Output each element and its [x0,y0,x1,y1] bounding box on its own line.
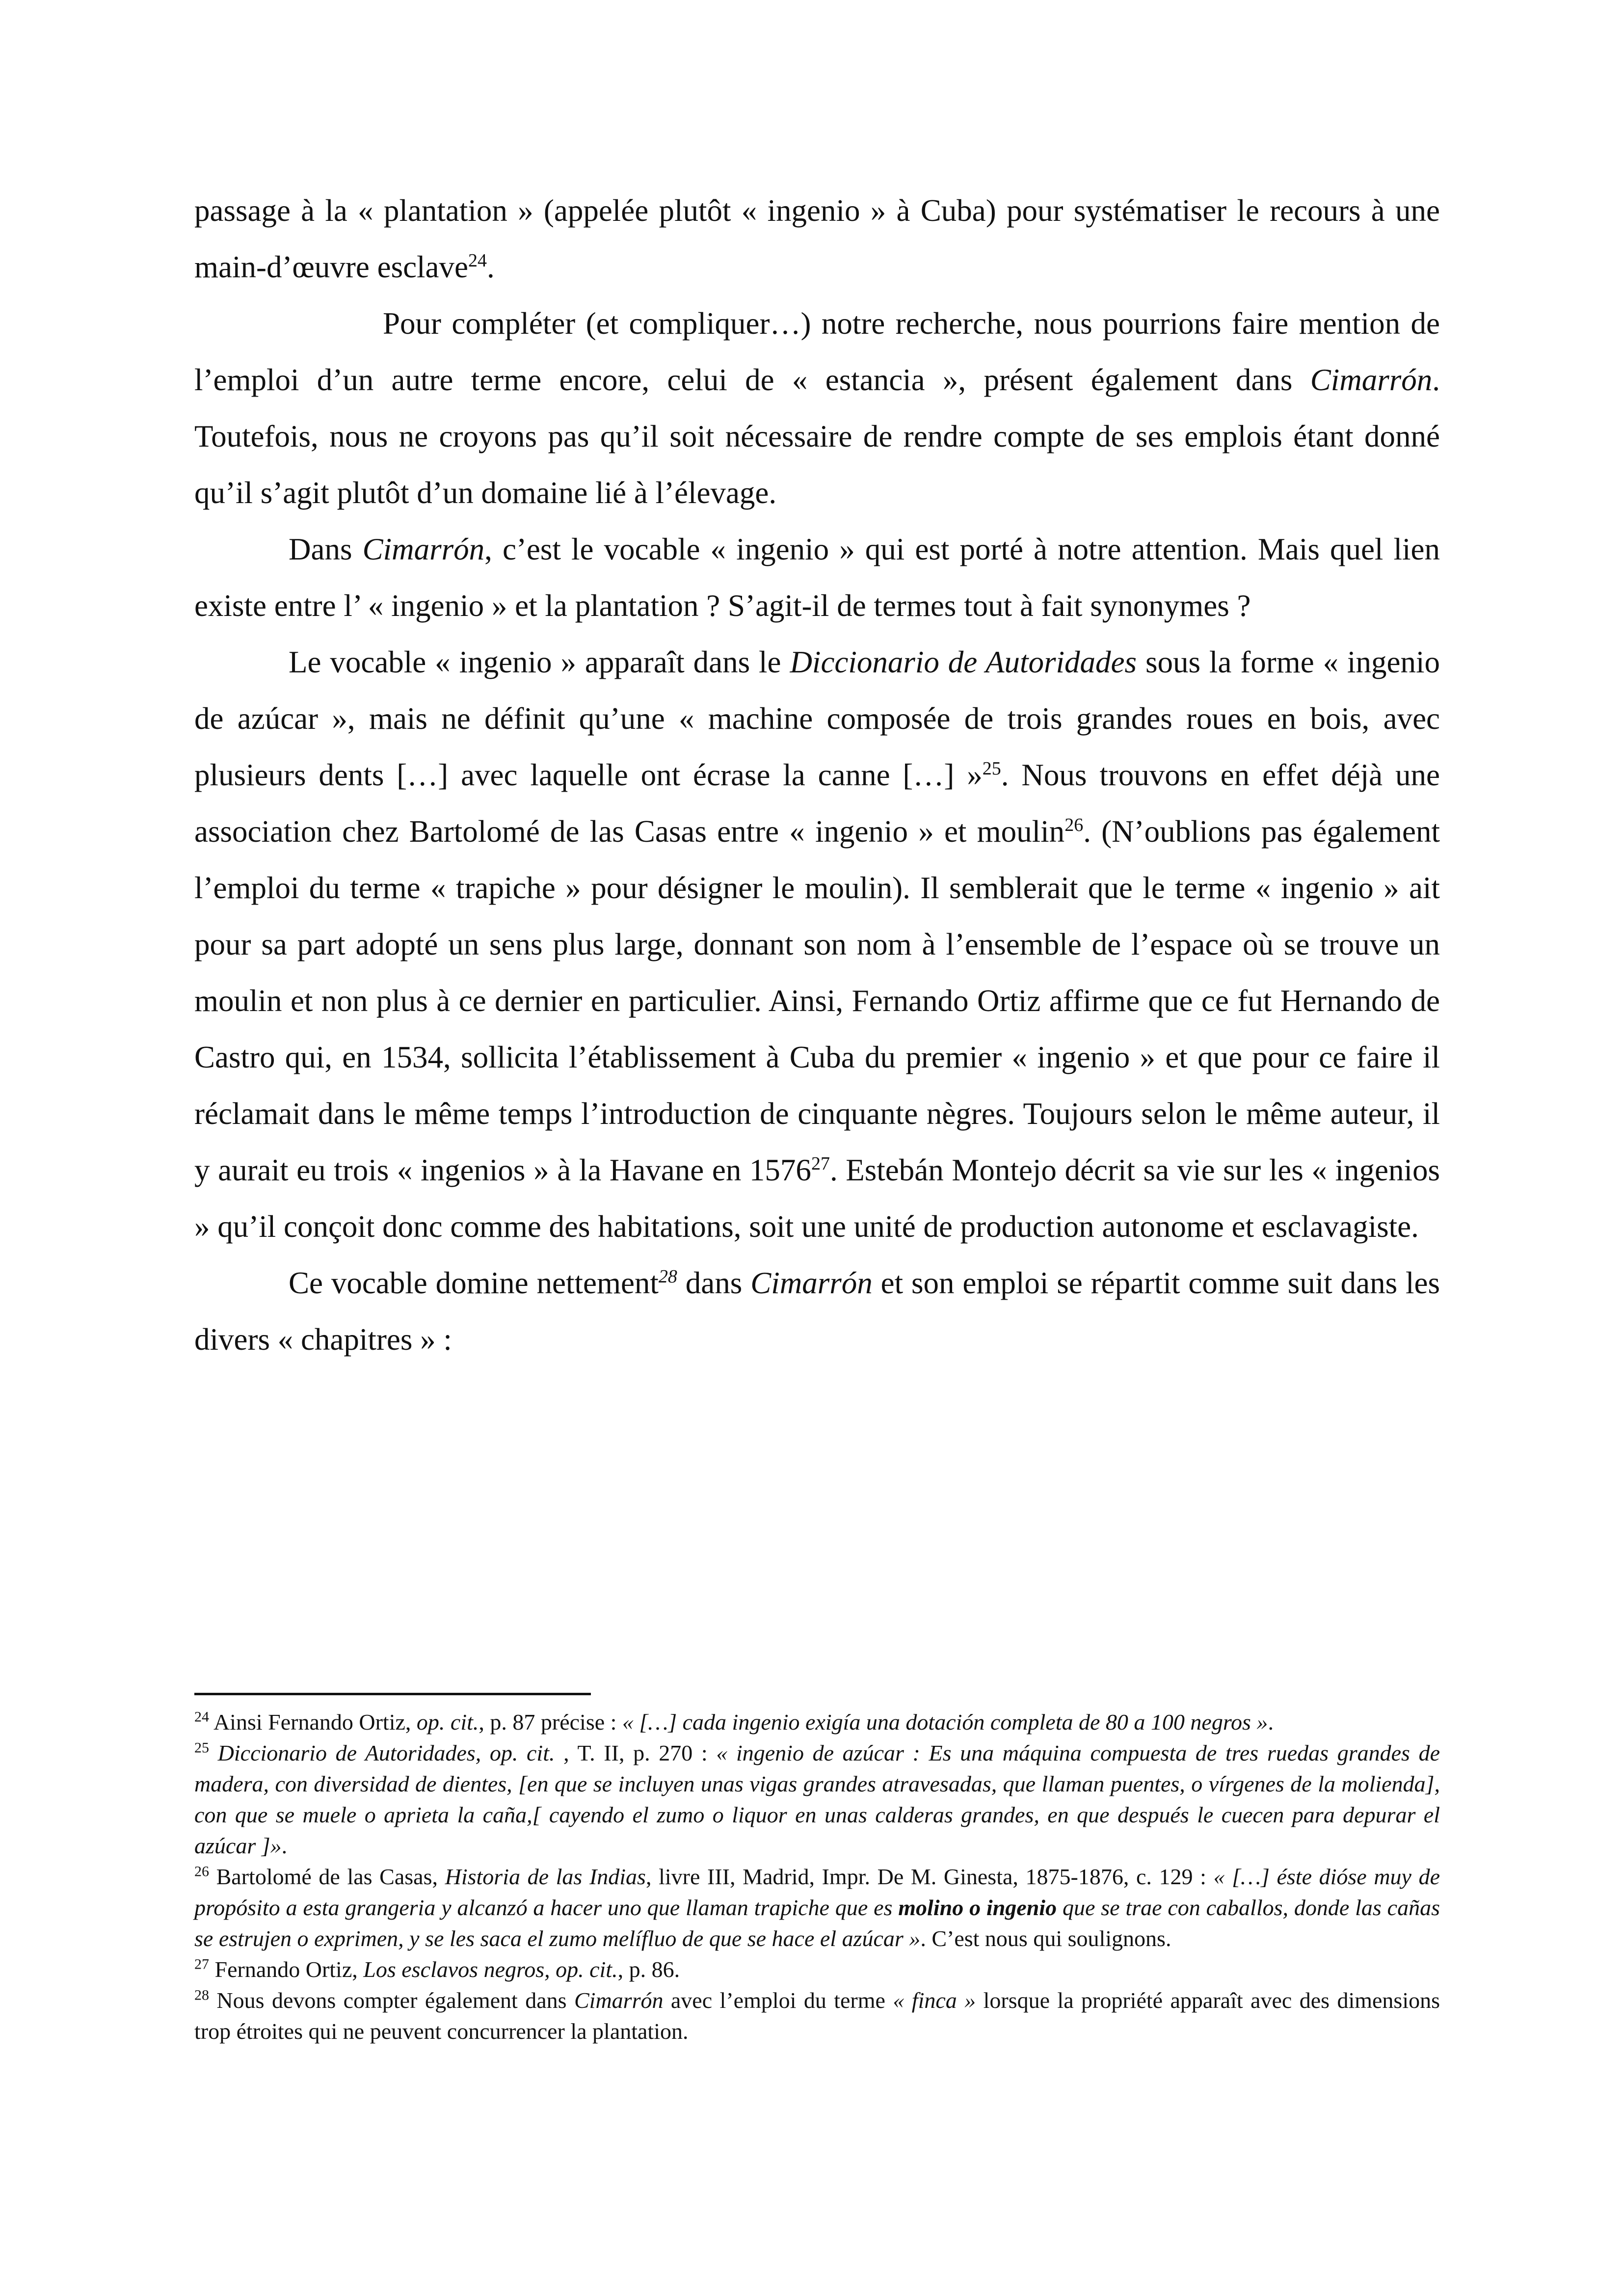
paragraph-1 [194,183,1440,295]
footnote-ref-28[interactable] [659,1266,677,1287]
text-run: dans [677,1266,751,1300]
book-title: Cimarrón [750,1266,873,1300]
text-run-italic: Cimarrón [574,1988,664,2013]
text-run: Fernando Ortiz, [209,1957,364,1982]
text-run: , c’est le vocable « ingenio » qui est porté à notre attention. Mais quel lien existe entre l’ « ingenio » et la plantation ? S’agit-il de termes tout à fait synonymes ? [194,532,1440,623]
text-run: . Toutefois, nous ne croyons pas qu’il soit nécessaire de rendre compte de ses emplois étant donné qu’il s’agit plutôt d’un domaine lié à l’élevage. [194,363,1440,510]
text-run: . [281,1833,288,1858]
book-title: Cimarrón [362,532,485,566]
emphasis-bold: molino o ingenio [898,1895,1057,1920]
footnote-28 [194,1985,1440,2047]
book-title: Cimarrón [1310,363,1433,397]
text-run: Pour compléter (et compliquer…) notre recherche, nous pourrions faire mention de l’emploi d’un autre terme encore, celui de « estancia », présent également dans [194,306,1440,397]
text-run: avec l’emploi du terme [663,1988,893,2013]
footnote-number: 26 [194,1863,209,1880]
footnote-25 [194,1737,1440,1861]
footnote-ref-28-number: 28 [658,1266,677,1287]
footnote-24 [194,1707,1440,1737]
footnote-number: 27 [194,1956,209,1973]
text-run-italic: op. cit. [416,1709,479,1735]
text-run: . (N’oublions pas également l’emploi du terme « trapiche » pour désigner le moulin). Il semblerait que le terme « ingenio » ait pour sa part adopté un sens plus large, donnant son nom à l’ensemble de l’espace où se trouve un moulin et non plus à ce dernier en particulier. Ainsi, Fernando Ortiz affirme que ce fut Hernando de Castro qui, en 1534, sollicita l’établissement à Cuba du premier « ingenio » et que pour ce faire il réclamait dans le même temps l’introduction de cinquante nègres. Toujours selon le même auteur, il y aurait eu trois « ingenios » à la Havane en 1576 [194,814,1440,1187]
footnote-number: 24 [194,1709,209,1725]
paragraph-3 [194,521,1440,634]
book-title: Diccionario de Autoridades [790,645,1137,679]
text-run: , p. 86. [617,1957,680,1982]
text-run: , T. II, p. 270 : [555,1740,717,1765]
text-run-italic: Historia de las Indias [445,1864,646,1889]
quotation: que se trae con caballos, donde las cañas se estrujen o exprimen, y se les saca el zumo melífluo de que se hace el azúcar » [194,1895,1440,1951]
text-run-italic: Los esclavos negros, op. cit. [363,1957,618,1982]
text-run: . Estebán Montejo décrit sa vie sur les « ingenios » qu’il conçoit donc comme des habitations, soit une unité de production autonome et esclavagiste. [194,1153,1440,1244]
text-run: Le vocable « ingenio » apparaît dans le [289,645,790,679]
quotation: « ingenio de azúcar : Es una máquina compuesta de tres ruedas grandes de madera, con diversidad de dientes, [en que se incluyen unas vigas grandes atravesadas, que llaman puentes, o vírgenes de la molienda], con que se muele o aprieta la caña,[ cayendo el zumo o liquor en unas calderas grandes, en que después le cuecen para depurar el azúcar ]» [194,1740,1440,1858]
text-run: sous la forme « ingenio de azúcar », mais ne définit qu’une « machine composée de trois grandes roues en bois, avec plusieurs dents […] avec laquelle ont écrase la canne […] » [194,645,1440,792]
text-run: . [487,250,495,284]
footnote-ref-25[interactable]: 25 [982,758,1001,779]
text-run: . C’est nous qui soulignons. [920,1926,1171,1951]
text-run: , livre III, Madrid, Impr. De M. Ginesta, 1875-1876, c. 129 : [645,1864,1214,1889]
text-run: Nous devons compter également dans [209,1988,574,2013]
main-text [194,183,1440,1368]
text-run: Ainsi Fernando Ortiz, [209,1709,417,1735]
text-run: lorsque la propriété apparaît avec des dimensions trop étroites qui ne peuvent concurrencer la plantation. [194,1988,1440,2044]
text-run: Dans [289,532,363,566]
text-run: . [1268,1709,1274,1735]
footnote-ref-24[interactable]: 24 [468,250,487,271]
text-run: et son emploi se répartit comme suit dans les divers « chapitres » : [194,1266,1440,1357]
text-run-italic: « finca » [893,1988,976,2013]
text-run: Ce vocable domine nettement [289,1266,659,1300]
text-run: Bartolomé de las Casas, [209,1864,445,1889]
quotation: « […] cada ingenio exigía una dotación completa de 80 a 100 negros » [622,1709,1268,1735]
footnote-separator [194,1693,591,1695]
text-run: . Nous trouvons en effet déjà une association chez Bartolomé de las Casas entre « ingenio » et moulin [194,758,1440,849]
paragraph-4 [194,634,1440,1255]
text-run: , p. 87 précise : [479,1709,622,1735]
footnote-26 [194,1861,1440,1954]
footnote-27 [194,1954,1440,1985]
text-run: passage à la « plantation » (appelée plutôt « ingenio » à Cuba) pour systématiser le recours à une main-d’œuvre esclave [194,193,1440,284]
footnotes [194,1707,1440,2047]
paragraph-5 [194,1255,1440,1368]
text-run-italic: Diccionario de Autoridades, op. cit. [209,1740,555,1765]
footnote-number: 25 [194,1739,209,1756]
paragraph-2 [194,295,1440,521]
footnote-ref-27[interactable]: 27 [811,1153,830,1174]
quotation: « […] éste dióse muy de propósito a esta grangeria y alcanzó a hacer uno que llaman trapiche que es [194,1864,1440,1920]
footnote-number: 28 [194,1987,209,2003]
footnote-ref-26[interactable]: 26 [1064,815,1084,835]
